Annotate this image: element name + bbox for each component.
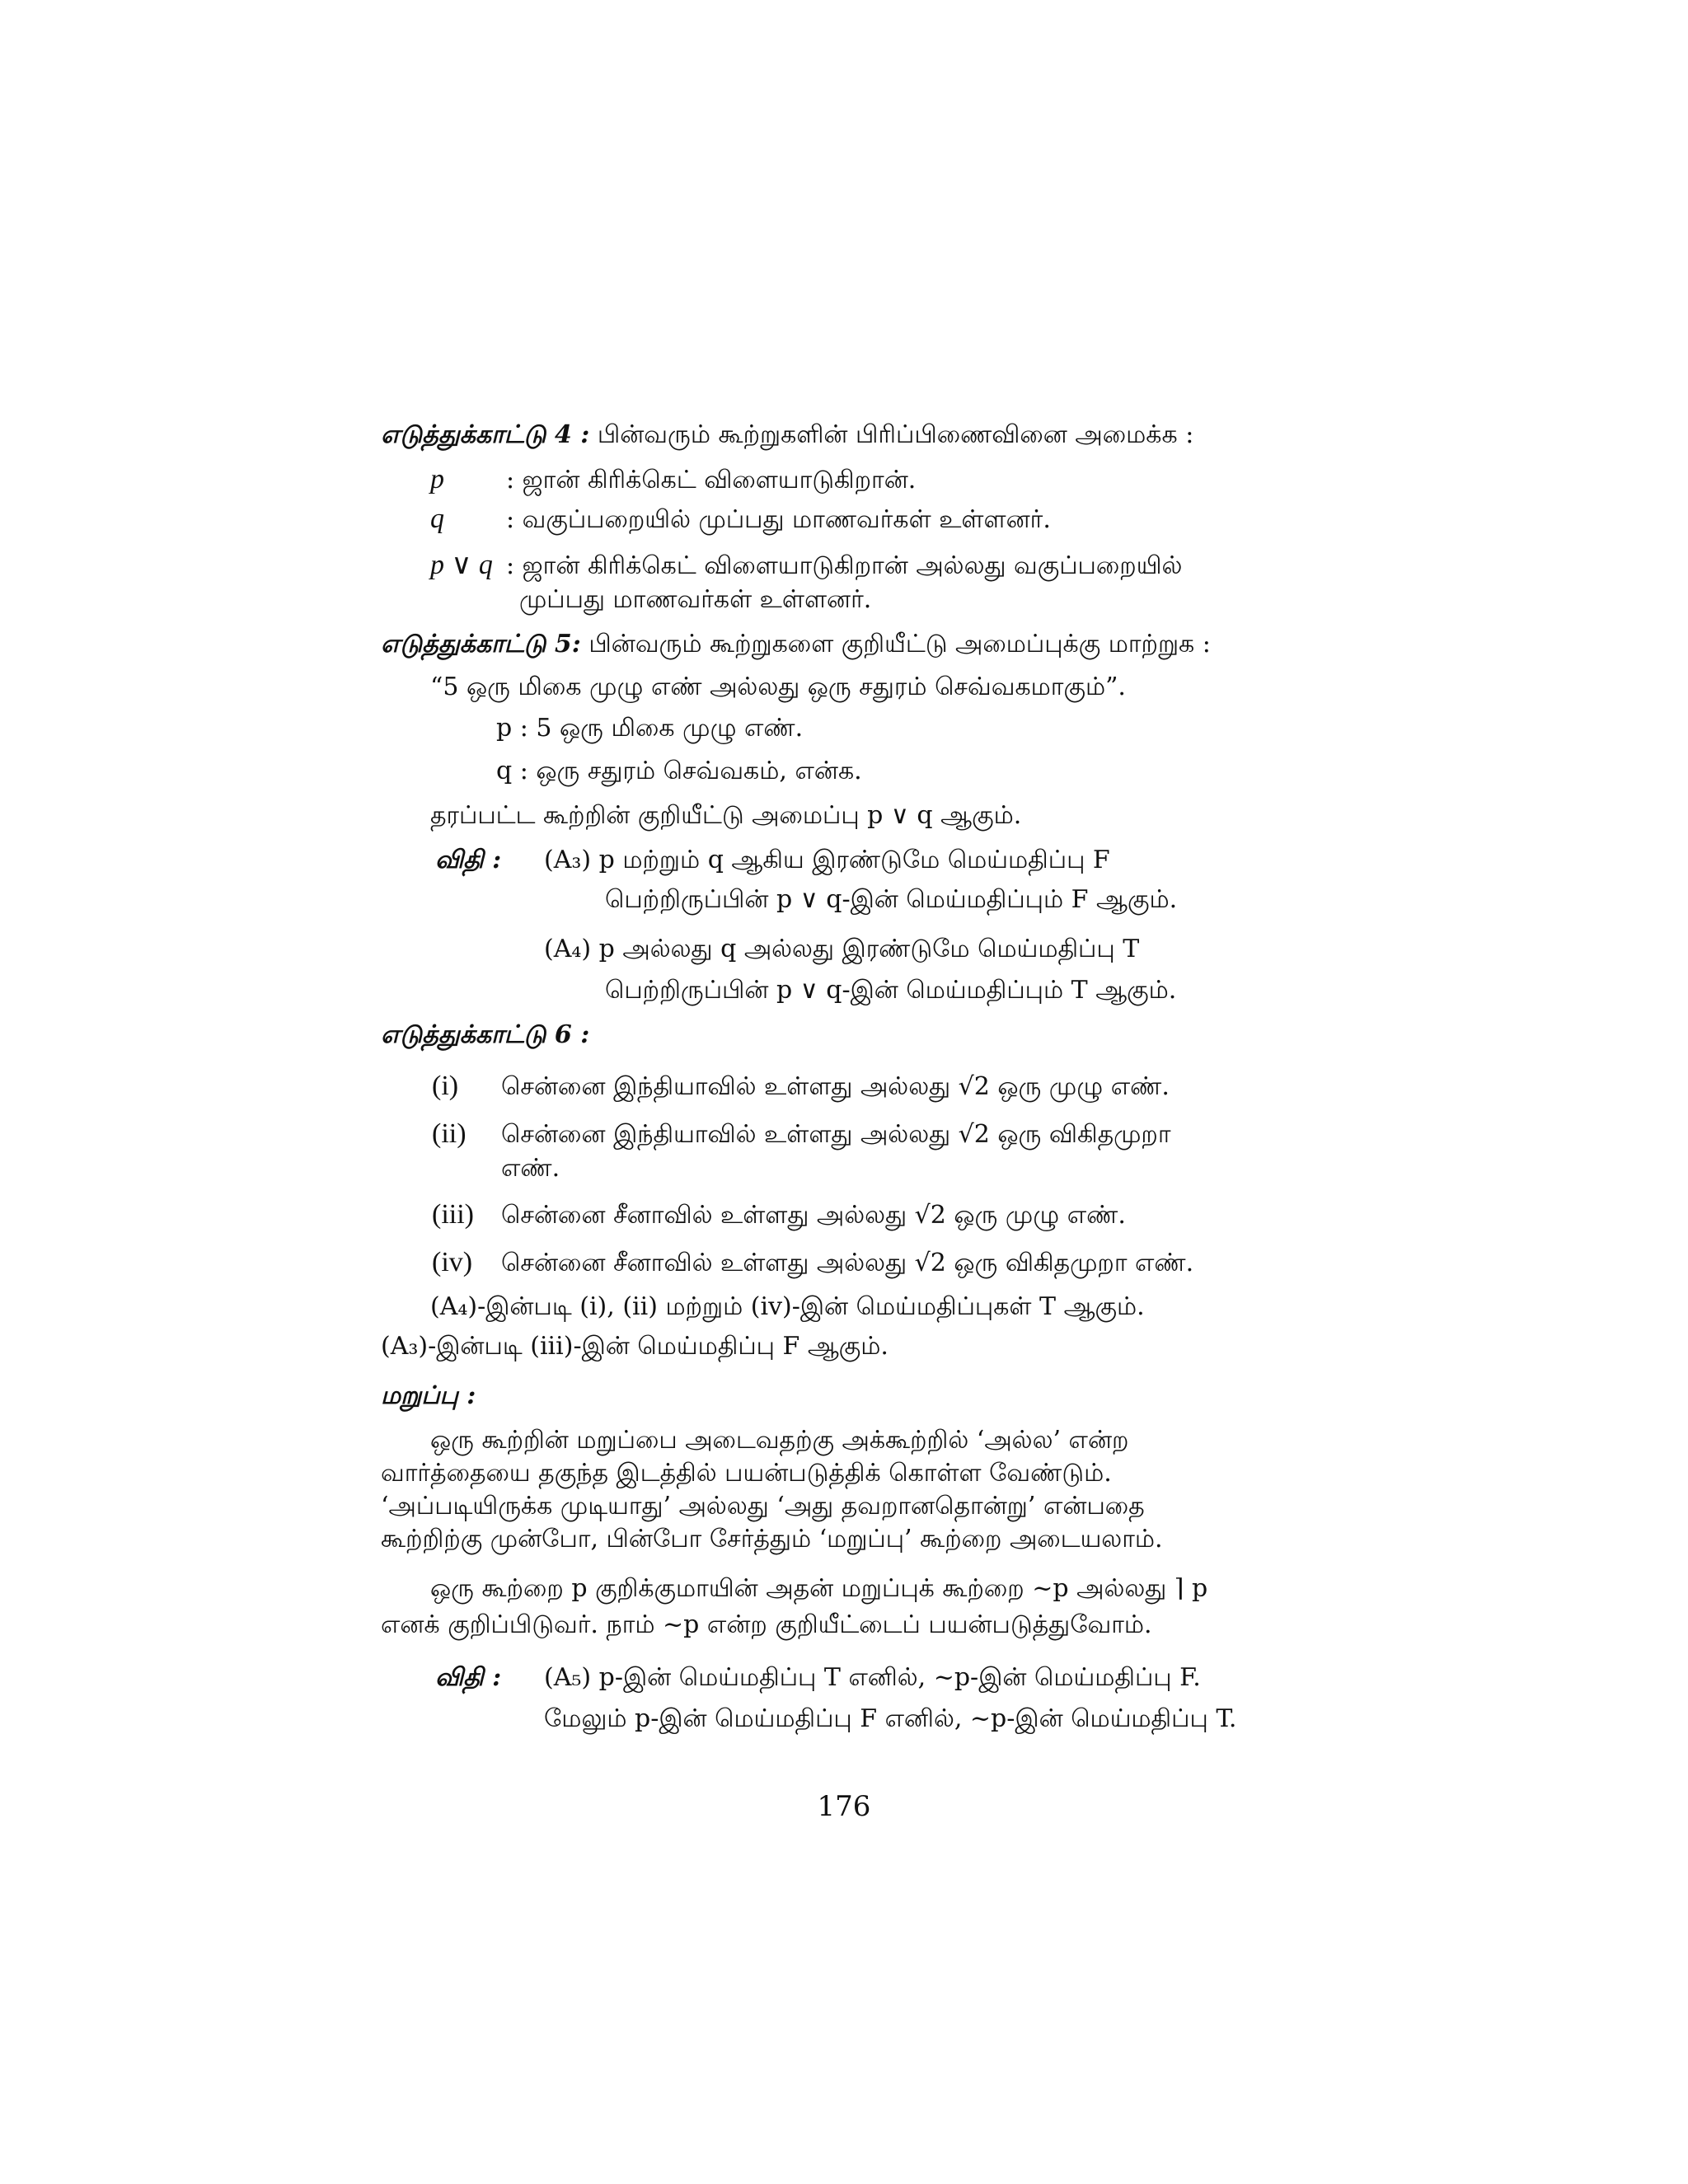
negation-para-2-line: ஒரு கூற்றை p குறிக்குமாயின் அதன் மறுப்புக் கூற்றை ~p அல்லது ⌉ p xyxy=(430,1574,1208,1603)
rule-a5-line-1: (A₅) p-இன் மெய்மதிப்பு T எனில், ~p-இன் மெய்மதிப்பு F. xyxy=(544,1663,1201,1692)
ex4-pq-label: p ∨ q xyxy=(430,550,493,580)
ex6-conclusion-2: (A₃)-இன்படி (iii)-இன் மெய்மதிப்பு F ஆகும். xyxy=(381,1332,889,1361)
negation-rule-label: விதி : xyxy=(435,1663,502,1692)
example-4-text: பின்வரும் கூற்றுகளின் பிரிப்பிணைவினை அமைக்க : xyxy=(597,420,1194,449)
negation-para-1-line: ‘அப்படியிருக்க முடியாது’ அல்லது ‘அது தவறானதொன்று’ என்பதை xyxy=(381,1492,1145,1521)
page-number: 176 xyxy=(817,1790,871,1823)
ex4-q-label: q xyxy=(430,504,444,534)
ex4-p-text: : ஜான் கிரிக்கெட் விளையாடுகிறான். xyxy=(506,466,917,494)
ex6-conclusion-1: (A₄)-இன்படி (i), (ii) மற்றும் (iv)-இன் மெய்மதிப்புகள் T ஆகும். xyxy=(430,1292,1145,1321)
rule-a3-line-2: பெற்றிருப்பின் p ∨ q-இன் மெய்மதிப்பும் F ஆகும். xyxy=(605,885,1178,914)
ex6-item-text: சென்னை இந்தியாவில் உள்ளது அல்லது √2 ஒரு விகிதமுறா xyxy=(501,1120,1171,1149)
negation-para-1-line: வார்த்தையை தகுந்த இடத்தில் பயன்படுத்திக் கொள்ள வேண்டும். xyxy=(381,1459,1112,1488)
example-5-text: பின்வரும் கூற்றுகளை குறியீட்டு அமைப்புக்கு மாற்றுக : xyxy=(588,630,1211,658)
negation-para-1-line: ஒரு கூற்றின் மறுப்பை அடைவதற்கு அக்கூற்றில் ‘அல்ல’ என்ற xyxy=(430,1426,1129,1455)
ex5-rule-label: விதி : xyxy=(435,846,502,874)
ex4-q-line xyxy=(430,499,1051,540)
ex4-q-text: : வகுப்பறையில் முப்பது மாணவர்கள் உள்ளனர். xyxy=(506,505,1051,534)
ex6-item-text: சென்னை இந்தியாவில் உள்ளது அல்லது √2 ஒரு முழு எண். xyxy=(501,1072,1170,1101)
example-6-title: எடுத்துக்காட்டு 6 : xyxy=(381,1020,590,1049)
rule-a3-line-1: (A₃) p மற்றும் q ஆகிய இரண்டுமே மெய்மதிப்பு F xyxy=(544,846,1110,874)
negation-para-2-line: எனக் குறிப்பிடுவர். நாம் ~p என்ற குறியீட்டைப் பயன்படுத்துவோம். xyxy=(381,1610,1152,1639)
negation-title: மறுப்பு : xyxy=(381,1381,476,1410)
rule-a4-line-2: பெற்றிருப்பின் p ∨ q-இன் மெய்மதிப்பும் T ஆகும். xyxy=(605,976,1177,1005)
ex6-item-text: சென்னை சீனாவில் உள்ளது அல்லது √2 ஒரு விகிதமுறா எண். xyxy=(501,1249,1194,1277)
ex4-pq-text-1: : ஜான் கிரிக்கெட் விளையாடுகிறான் அல்லது வகுப்பறையில் xyxy=(506,551,1183,580)
rule-a4-line-1: (A₄) p அல்லது q அல்லது இரண்டுமே மெய்மதிப்பு T xyxy=(544,935,1140,963)
ex4-p-line xyxy=(430,460,916,500)
ex4-p-label: p xyxy=(430,464,444,494)
ex6-item xyxy=(432,1195,1126,1235)
example-5-title: எடுத்துக்காட்டு 5: xyxy=(381,630,581,658)
ex6-item xyxy=(432,1066,1170,1107)
example-4-heading xyxy=(381,415,1193,455)
ex6-item-text: சென்னை சீனாவில் உள்ளது அல்லது √2 ஒரு முழு எண். xyxy=(501,1201,1126,1230)
ex5-p-line: p : 5 ஒரு மிகை முழு எண். xyxy=(496,714,804,743)
ex6-item-number: (i) xyxy=(432,1071,459,1101)
negation-para-1-line: கூற்றிற்கு முன்போ, பின்போ சேர்த்தும் ‘மறுப்பு’ கூற்றை அடையலாம். xyxy=(381,1525,1163,1554)
example-4-title: எடுத்துக்காட்டு 4 : xyxy=(381,420,590,449)
rule-a5-line-2: மேலும் p-இன் மெய்மதிப்பு F எனில், ~p-இன் மெய்மதிப்பு T. xyxy=(544,1704,1237,1733)
ex6-item xyxy=(432,1243,1193,1283)
ex6-item-number: (iii) xyxy=(432,1199,474,1230)
ex6-item-number: (iv) xyxy=(432,1247,473,1277)
ex6-item-continuation: எண். xyxy=(501,1154,560,1183)
ex6-item-number: (ii) xyxy=(432,1118,467,1149)
ex4-pq-text-2: முப்பது மாணவர்கள் உள்ளனர். xyxy=(519,585,872,614)
example-5-heading xyxy=(381,625,1211,664)
ex5-form-line: தரப்பட்ட கூற்றின் குறியீட்டு அமைப்பு p ∨ q ஆகும். xyxy=(430,801,1022,830)
ex5-q-line: q : ஒரு சதுரம் செவ்வகம், என்க. xyxy=(496,757,862,785)
ex5-quote: “5 ஒரு மிகை முழு எண் அல்லது ஒரு சதுரம் செவ்வகமாகும்”. xyxy=(430,673,1126,701)
